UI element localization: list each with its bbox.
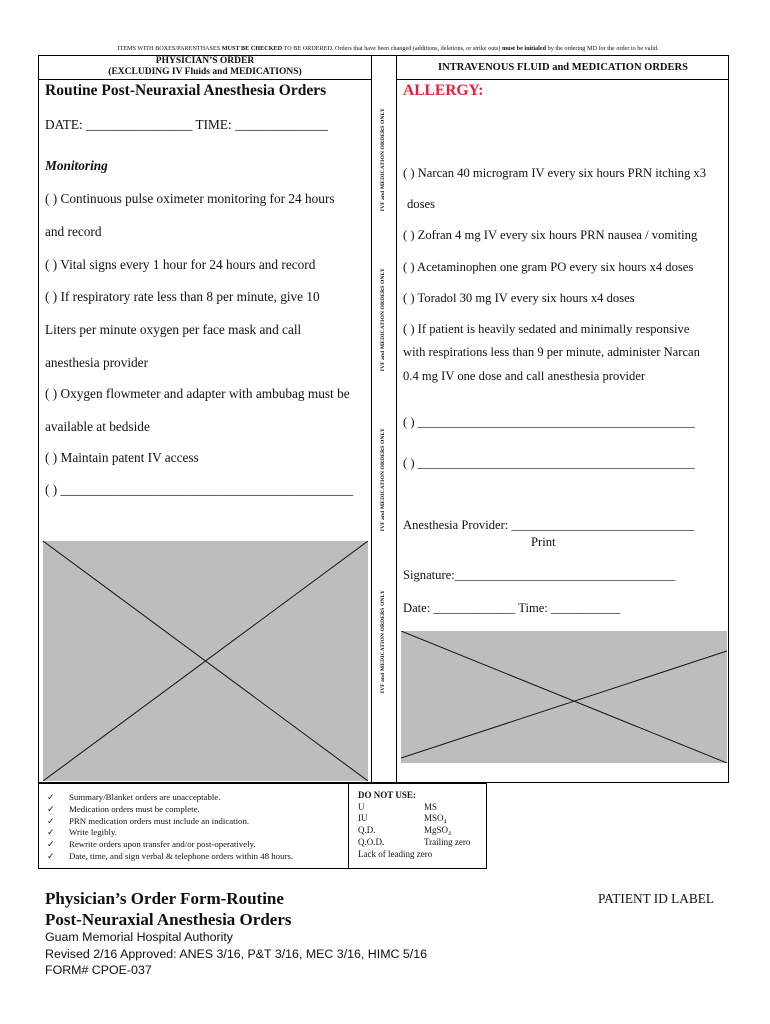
order-line-toradol[interactable]: ( ) Toradol 30 mg IV every six hours x4 doses (403, 291, 635, 305)
abbreviation: Q.O.D. (358, 836, 385, 847)
order-line-oxygen[interactable]: ( ) If respiratory rate less than 8 per minute, give 10 (45, 289, 320, 304)
form-title-line: Post-Neuraxial Anesthesia Orders (45, 910, 292, 929)
list-item (47, 839, 293, 851)
checkmark-icon: ✓ (47, 815, 55, 826)
order-line-continuation: and record (45, 224, 102, 239)
checkmark-icon: ✓ (47, 850, 55, 861)
patient-id-label: PATIENT ID LABEL (598, 891, 714, 906)
abbreviation: MSO₄ (424, 813, 447, 824)
column-divider (371, 55, 372, 783)
anesthesia-provider-field[interactable]: Anesthesia Provider: _____________________________ (403, 518, 695, 532)
notice-emphasis: must be initialed (502, 45, 547, 52)
list-item (358, 802, 470, 814)
order-line-pulse-oximeter[interactable]: ( ) Continuous pulse oximeter monitoring for 24 hours (45, 191, 335, 206)
checkmark-icon: ✓ (47, 792, 55, 802)
order-line-iv-access[interactable]: ( ) Maintain patent IV access (45, 450, 199, 465)
abbreviation: Trailing zero (424, 836, 471, 847)
abbreviation: IU (358, 813, 368, 824)
do-not-use-heading: DO NOT USE: (358, 790, 416, 800)
header-line: (EXCLUDING IV Fluids and MEDICATIONS) (108, 67, 302, 77)
abbreviation: Lack of leading zero (358, 848, 433, 859)
order-line-continuation: available at bedside (45, 419, 150, 434)
order-validity-notice (38, 45, 738, 52)
order-line-ambubag[interactable]: ( ) Oxygen flowmeter and adapter with ambubag must be (45, 386, 350, 401)
order-line-continuation: doses (407, 197, 435, 211)
side-label: IVF and MEDICATION ORDERS ONLY (380, 268, 386, 372)
list-item (47, 804, 293, 816)
notice-text: ITEMS WITH BOXES/PARENTHASES (117, 45, 222, 52)
abbreviation: MgSO₄ (424, 825, 452, 836)
rules-checklist (47, 792, 293, 863)
order-line-zofran[interactable]: ( ) Zofran 4 mg IV every six hours PRN nausea / vomiting (403, 228, 698, 242)
order-line-continuation: 0.4 mg IV one dose and call anesthesia provider (403, 369, 646, 383)
list-item (47, 816, 293, 828)
list-item (47, 851, 293, 863)
order-line-vital-signs[interactable]: ( ) Vital signs every 1 hour for 24 hours and record (45, 257, 316, 272)
page-title: Routine Post-Neuraxial Anesthesia Orders (45, 82, 327, 99)
provider-date-time-field[interactable]: Date: _____________ Time: ___________ (403, 601, 621, 615)
physician-order-header (38, 56, 372, 80)
notice-text: TO BE ORDERED. Orders that have been changed (additions, deletions, or strike outs) (282, 45, 503, 52)
allergy-label: ALLERGY: (403, 82, 484, 99)
order-line-blank[interactable]: ( ) ____________________________________________ (45, 482, 354, 497)
side-label: IVF and MEDICATION ORDERS ONLY (380, 590, 386, 694)
date-time-field[interactable]: DATE: ________________ TIME: ______________ (45, 117, 329, 132)
order-line-blank[interactable]: ( ) ____________________________________________ (403, 415, 695, 429)
abbreviation: MS (424, 801, 438, 812)
rule-text: Rewrite orders upon transfer and/or post-operatively. (69, 839, 256, 850)
order-line-continuation: anesthesia provider (45, 355, 149, 370)
order-line-acetaminophen[interactable]: ( ) Acetaminophen one gram PO every six hours x4 doses (403, 260, 694, 274)
checkmark-icon: ✓ (47, 827, 55, 838)
rule-text: Summary/Blanket orders are unacceptable. (69, 792, 221, 802)
list-item (358, 837, 470, 849)
form-title (45, 888, 291, 930)
notice-emphasis: MUST BE CHECKED (221, 45, 283, 52)
side-label: IVF and MEDICATION ORDERS ONLY (380, 428, 386, 532)
print-caption: Print (531, 535, 556, 549)
rule-text: Date, time, and sign verbal & telephone orders within 48 hours. (69, 850, 294, 861)
order-line-continuation: with respirations less than 9 per minute, administer Narcan (403, 345, 700, 359)
header-line: PHYSICIAN’S ORDER (155, 56, 255, 66)
notice-text: by the ordering MD for the order to be valid. (546, 45, 659, 52)
do-not-use-list (358, 790, 470, 860)
list-item (358, 849, 470, 861)
form-number: FORM# CPOE-037 (45, 963, 152, 977)
order-line-continuation: Liters per minute oxygen per face mask and call (45, 322, 302, 337)
crossed-out-box (43, 541, 368, 781)
signature-field[interactable]: Signature:___________________________________ (403, 568, 676, 582)
form-footer (45, 929, 427, 979)
order-line-narcan-itching[interactable]: ( ) Narcan 40 microgram IV every six hours PRN itching x3 (403, 166, 707, 180)
rule-text: PRN medication orders must include an indication. (69, 815, 250, 826)
list-item (358, 825, 470, 837)
list-item (47, 792, 293, 804)
organization-name: Guam Memorial Hospital Authority (45, 930, 233, 944)
list-item (47, 827, 293, 839)
side-label: IVF and MEDICATION ORDERS ONLY (380, 108, 386, 212)
abbreviation: Q.D. (358, 825, 376, 836)
monitoring-heading: Monitoring (45, 158, 108, 173)
abbreviation: U (358, 801, 365, 812)
revision-info: Revised 2/16 Approved: ANES 3/16, P&T 3/16, MEC 3/16, HIMC 5/16 (45, 946, 428, 961)
checkmark-icon: ✓ (47, 803, 55, 814)
rule-text: Write legibly. (69, 827, 117, 838)
column-divider (396, 55, 397, 783)
checkmark-icon: ✓ (47, 839, 55, 850)
iv-medication-header: INTRAVENOUS FLUID and MEDICATION ORDERS (397, 56, 729, 80)
crossed-out-box (401, 631, 727, 763)
rule-text: Medication orders must be complete. (69, 803, 200, 814)
form-title-line: Physician’s Order Form-Routine (45, 889, 284, 908)
order-line-sedation-narcan[interactable]: ( ) If patient is heavily sedated and minimally responsive (403, 322, 690, 336)
order-line-blank[interactable]: ( ) ____________________________________________ (403, 456, 695, 470)
list-item (358, 813, 470, 825)
